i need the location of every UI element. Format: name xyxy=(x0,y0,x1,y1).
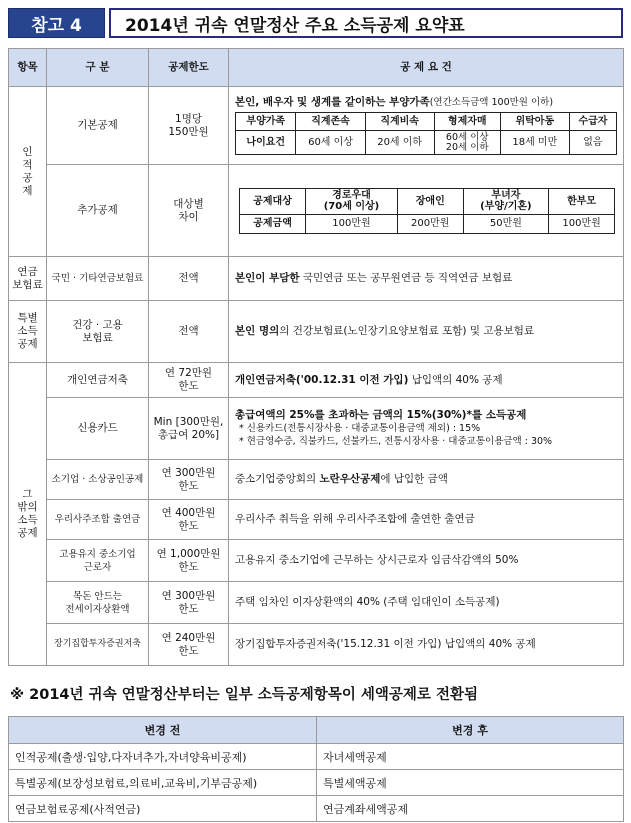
req-special: 본인 명의의 건강보험료(노인장기요양보험료 포함) 및 고용보험료 xyxy=(229,301,624,363)
table-row xyxy=(9,500,624,540)
req-credit-card: 총급여액의 25%를 초과하는 금액의 15%(30%)*를 소득공제 * 신용카드(전통시장사용 · 대중교통이용금액 제외) : 15% * 현금영수증, 직불카드, 선불카드, 전통시장사용 · 대중교통이용금액 : 30% xyxy=(229,398,624,460)
limit-employment-retention: 연 1,000만원 한도 xyxy=(149,540,229,582)
table-row xyxy=(9,257,624,301)
req-personal-pension: 개인연금저축('00.12.31 이전 가입) 납입액의 40% 공제 xyxy=(229,363,624,398)
limit-jeonse-interest: 연 300만원 한도 xyxy=(149,582,229,624)
gubun-employment-retention: 고용유지 중소기업 근로자 xyxy=(47,540,149,582)
limit-long-term-fund: 연 240만원 한도 xyxy=(149,624,229,666)
category-personal: 인 적 공 제 xyxy=(9,87,47,257)
limit-small-business: 연 300만원 한도 xyxy=(149,460,229,500)
req-employment-retention: 고용유지 중소기업에 근무하는 상시근로자 임금삭감액의 50% xyxy=(229,540,624,582)
limit-special: 전액 xyxy=(149,301,229,363)
req-employee-stock: 우리사주 취득을 위해 우리사주조합에 출연한 출연금 xyxy=(229,500,624,540)
additional-deduction-table: 공제대상 경로우대 (70세 이상) 장애인 부녀자 (부양/기혼) 한부모 공제금액 100만원 200만원 50만원 100만원 xyxy=(239,188,615,234)
before-cell: 특별공제(보장성보험료,의료비,교육비,기부금공제) xyxy=(9,770,317,796)
table-row xyxy=(9,165,624,257)
limit-credit-card: Min [300만원, 총급여 20%] xyxy=(149,398,229,460)
table-row xyxy=(9,398,624,460)
gubun-employee-stock: 우리사주조합 출연금 xyxy=(47,500,149,540)
before-cell: 연금보험료공제(사적연금) xyxy=(9,796,317,822)
table-row xyxy=(9,540,624,582)
category-special: 특별 소득 공제 xyxy=(9,301,47,363)
req-basic: 본인, 배우자 및 생계를 같이하는 부양가족(연간소득금액 100만원 이하) 부양가족 직계존속 직계비속 형제자매 위탁아동 수급자 나이요건 60세 이상 20세 이하 60세 이상 20세 이하 18세 미만 없음 xyxy=(229,87,624,165)
header-category: 항목 xyxy=(9,49,47,87)
req-pension: 본인이 부담한 국민연금 또는 공무원연금 등 직역연금 보험료 xyxy=(229,257,624,301)
after-cell: 자녀세액공제 xyxy=(317,744,624,770)
req-additional xyxy=(229,165,624,257)
gubun-additional: 추가공제 xyxy=(47,165,149,257)
page-title: 2014년 귀속 연말정산 주요 소득공제 요약표 xyxy=(109,8,623,38)
change-table xyxy=(8,716,624,822)
before-cell: 인적공제(출생·입양,다자녀추가,자녀양육비공제) xyxy=(9,744,317,770)
header-gubun: 구 분 xyxy=(47,49,149,87)
conversion-notice: ※ 2014년 귀속 연말정산부터는 일부 소득공제항목이 세액공제로 전환됨 xyxy=(10,687,478,703)
limit-additional: 대상별 차이 xyxy=(149,165,229,257)
category-other: 그 밖의 소득 공제 xyxy=(9,363,47,666)
table-row xyxy=(9,796,624,822)
table-header-row xyxy=(9,49,624,87)
gubun-credit-card: 신용카드 xyxy=(47,398,149,460)
req-small-business: 중소기업중앙회의 노란우산공제에 납입한 금액 xyxy=(229,460,624,500)
gubun-basic: 기본공제 xyxy=(47,87,149,165)
gubun-small-business: 소기업 · 소상공인공제 xyxy=(47,460,149,500)
limit-employee-stock: 연 400만원 한도 xyxy=(149,500,229,540)
after-cell: 연금계좌세액공제 xyxy=(317,796,624,822)
header xyxy=(8,8,623,38)
header-before: 변경 전 xyxy=(9,717,317,744)
limit-basic: 1명당 150만원 xyxy=(149,87,229,165)
table-row xyxy=(9,624,624,666)
gubun-pension: 국민 · 기타연금보험료 xyxy=(47,257,149,301)
header-limit: 공제한도 xyxy=(149,49,229,87)
gubun-long-term-fund: 장기집합투자증권저축 xyxy=(47,624,149,666)
limit-pension: 전액 xyxy=(149,257,229,301)
change-header-row xyxy=(9,717,624,744)
req-jeonse-interest: 주택 임차인 이자상환액의 40% (주택 임대인이 소득공제) xyxy=(229,582,624,624)
gubun-personal-pension: 개인연금저축 xyxy=(47,363,149,398)
gubun-jeonse-interest: 목돈 안드는 전세이자상환액 xyxy=(47,582,149,624)
limit-personal-pension: 연 72만원 한도 xyxy=(149,363,229,398)
table-row xyxy=(9,363,624,398)
table-row xyxy=(9,744,624,770)
basic-age-table: 부양가족 직계존속 직계비속 형제자매 위탁아동 수급자 나이요건 60세 이상 20세 이하 60세 이상 20세 이하 18세 미만 없음 xyxy=(235,112,617,155)
after-cell: 특별세액공제 xyxy=(317,770,624,796)
category-pension: 연금 보험료 xyxy=(9,257,47,301)
table-row xyxy=(9,87,624,165)
header-after: 변경 후 xyxy=(317,717,624,744)
deduction-summary-table xyxy=(8,48,624,666)
table-row xyxy=(9,460,624,500)
table-row xyxy=(9,301,624,363)
table-row xyxy=(9,770,624,796)
table-row xyxy=(9,582,624,624)
req-long-term-fund: 장기집합투자증권저축('15.12.31 이전 가입) 납입액의 40% 공제 xyxy=(229,624,624,666)
gubun-special: 건강 · 고용 보험료 xyxy=(47,301,149,363)
header-requirements: 공 제 요 건 xyxy=(229,49,624,87)
reference-badge: 참고 4 xyxy=(8,8,105,38)
